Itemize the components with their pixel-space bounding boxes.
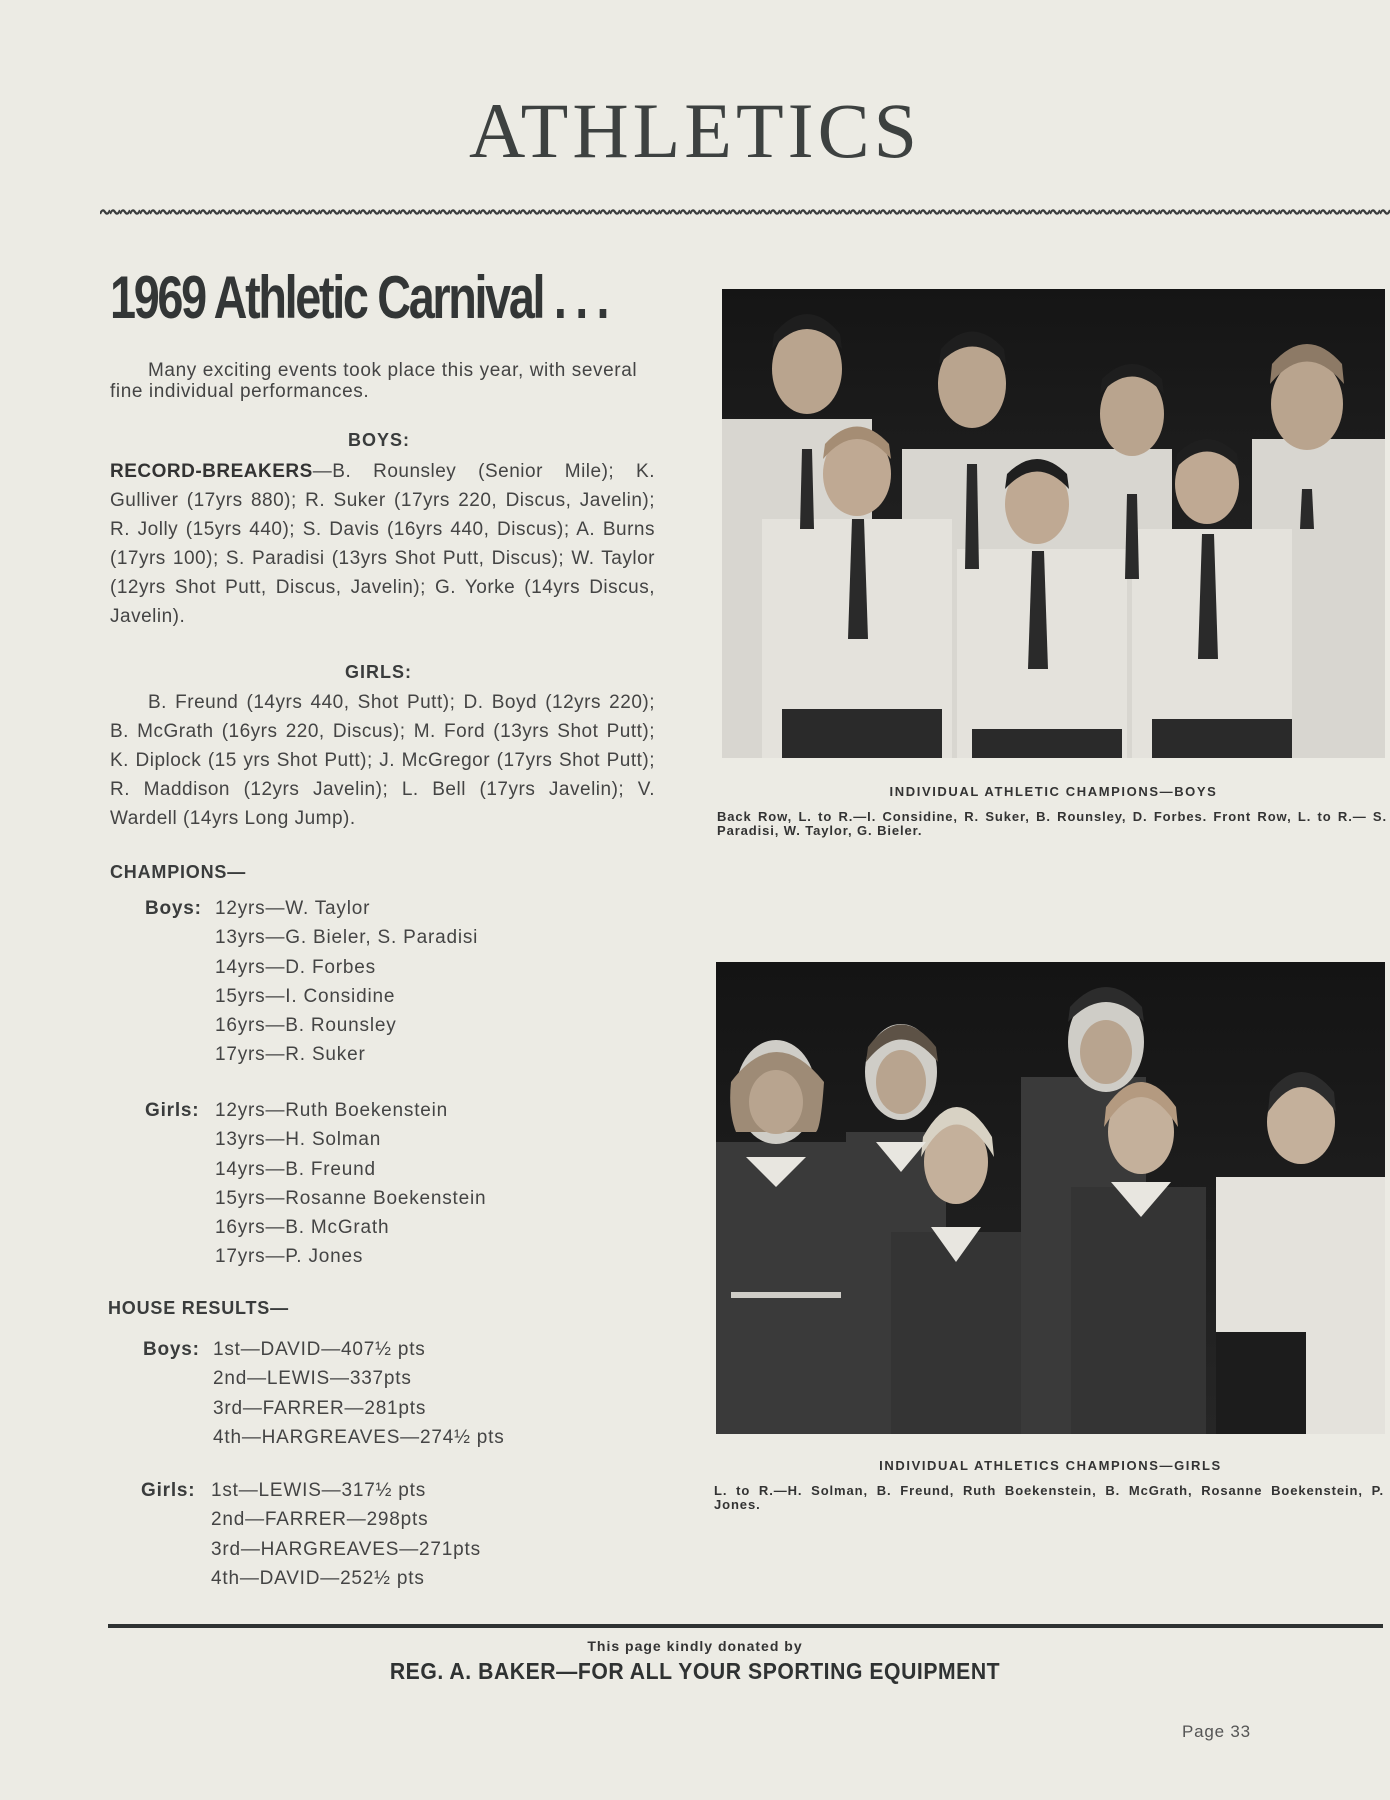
list-item: 15yrs—I. Considine	[215, 985, 396, 1007]
girls-heading: GIRLS:	[345, 662, 412, 682]
house-results-label: HOUSE RESULTS—	[108, 1298, 289, 1318]
list-item: 4th—DAVID—252½ pts	[211, 1567, 425, 1589]
house-girls-label: Girls:	[141, 1480, 196, 1501]
girls-photo-caption: L. to R.—H. Solman, B. Freund, Ruth Boekenstein, B. McGrath, Rosanne Boekenstein, P. Jones.	[714, 1483, 1384, 1512]
champions-boys-label: Boys:	[145, 898, 202, 919]
girls-champions-photo	[716, 962, 1385, 1434]
boys-record-paragraph	[110, 457, 655, 631]
boys-champions-photo	[722, 289, 1385, 758]
girls-record-paragraph: B. Freund (14yrs 440, Shot Putt); D. Boyd (12yrs 220); B. McGrath (16yrs 220, Discus); M. Ford (13yrs Shot Putt); K. Diplock (15 yrs Shot Putt); J. McGregor (17yrs Shot Putt); R. Maddison (12yrs Javelin); L. Bell (17yrs Javelin); V. Wardell (14yrs Long Jump).	[110, 692, 655, 829]
list-item: 13yrs—G. Bieler, S. Paradisi	[215, 927, 479, 949]
list-item: 2nd—LEWIS—337pts	[213, 1368, 412, 1390]
list-item: 12yrs—W. Taylor	[215, 898, 371, 919]
list-item: 15yrs—Rosanne Boekenstein	[215, 1187, 487, 1209]
champions-label: CHAMPIONS—	[110, 862, 247, 882]
footer-divider	[108, 1624, 1383, 1628]
list-item: 13yrs—H. Solman	[215, 1129, 382, 1151]
list-item: 2nd—FARRER—298pts	[211, 1509, 429, 1531]
intro-paragraph: Many exciting events took place this year, with several fine individual performances.	[110, 360, 638, 402]
list-item: 1st—LEWIS—317½ pts	[211, 1480, 427, 1501]
sponsor-line: REG. A. BAKER—FOR ALL YOUR SPORTING EQUIPMENT	[389, 1658, 1001, 1684]
list-item: 16yrs—B. McGrath	[215, 1217, 390, 1239]
wavy-divider	[100, 206, 1390, 218]
record-breakers-text: —B. Rounsley (Senior Mile); K. Gulliver (17yrs 880); R. Suker (17yrs 220, Discus, Javelin); R. Jolly (15yrs 440); S. Davis (16yrs 440, Discus); A. Burns (17yrs 100); S. Paradisi (13yrs Shot Putt, Discus); W. Taylor (12yrs Shot Putt, Discus, Javelin); G. Yorke (14yrs Discus, Javelin).	[110, 461, 655, 627]
list-item: 12yrs—Ruth Boekenstein	[215, 1100, 449, 1121]
girls-photo-caption-title: INDIVIDUAL ATHLETICS CHAMPIONS—GIRLS	[879, 1458, 1222, 1473]
donation-note: This page kindly donated by	[587, 1638, 803, 1654]
page-number: Page 33	[1182, 1722, 1251, 1741]
list-item: 17yrs—R. Suker	[215, 1044, 366, 1066]
boys-photo-caption: Back Row, L. to R.—I. Considine, R. Suker, B. Rounsley, D. Forbes. Front Row, L. to R.— S. Paradisi, W. Taylor, G. Bieler.	[717, 809, 1387, 838]
record-breakers-label: RECORD-BREAKERS	[110, 461, 313, 482]
list-item: 4th—HARGREAVES—274½ pts	[213, 1426, 505, 1448]
list-item: 14yrs—B. Freund	[215, 1158, 376, 1180]
champions-girls-label: Girls:	[145, 1100, 200, 1121]
page-title: ATHLETICS	[469, 87, 921, 174]
article-heading: 1969 Athletic Carnival . . .	[110, 264, 608, 331]
list-item: 1st—DAVID—407½ pts	[213, 1339, 426, 1360]
house-boys-label: Boys:	[143, 1339, 200, 1360]
list-item: 16yrs—B. Rounsley	[215, 1015, 397, 1037]
list-item: 17yrs—P. Jones	[215, 1246, 364, 1268]
list-item: 14yrs—D. Forbes	[215, 956, 376, 978]
list-item: 3rd—FARRER—281pts	[213, 1397, 427, 1419]
boys-photo-caption-title: INDIVIDUAL ATHLETIC CHAMPIONS—BOYS	[889, 784, 1218, 799]
list-item: 3rd—HARGREAVES—271pts	[211, 1538, 481, 1560]
boys-heading: BOYS:	[348, 430, 411, 450]
